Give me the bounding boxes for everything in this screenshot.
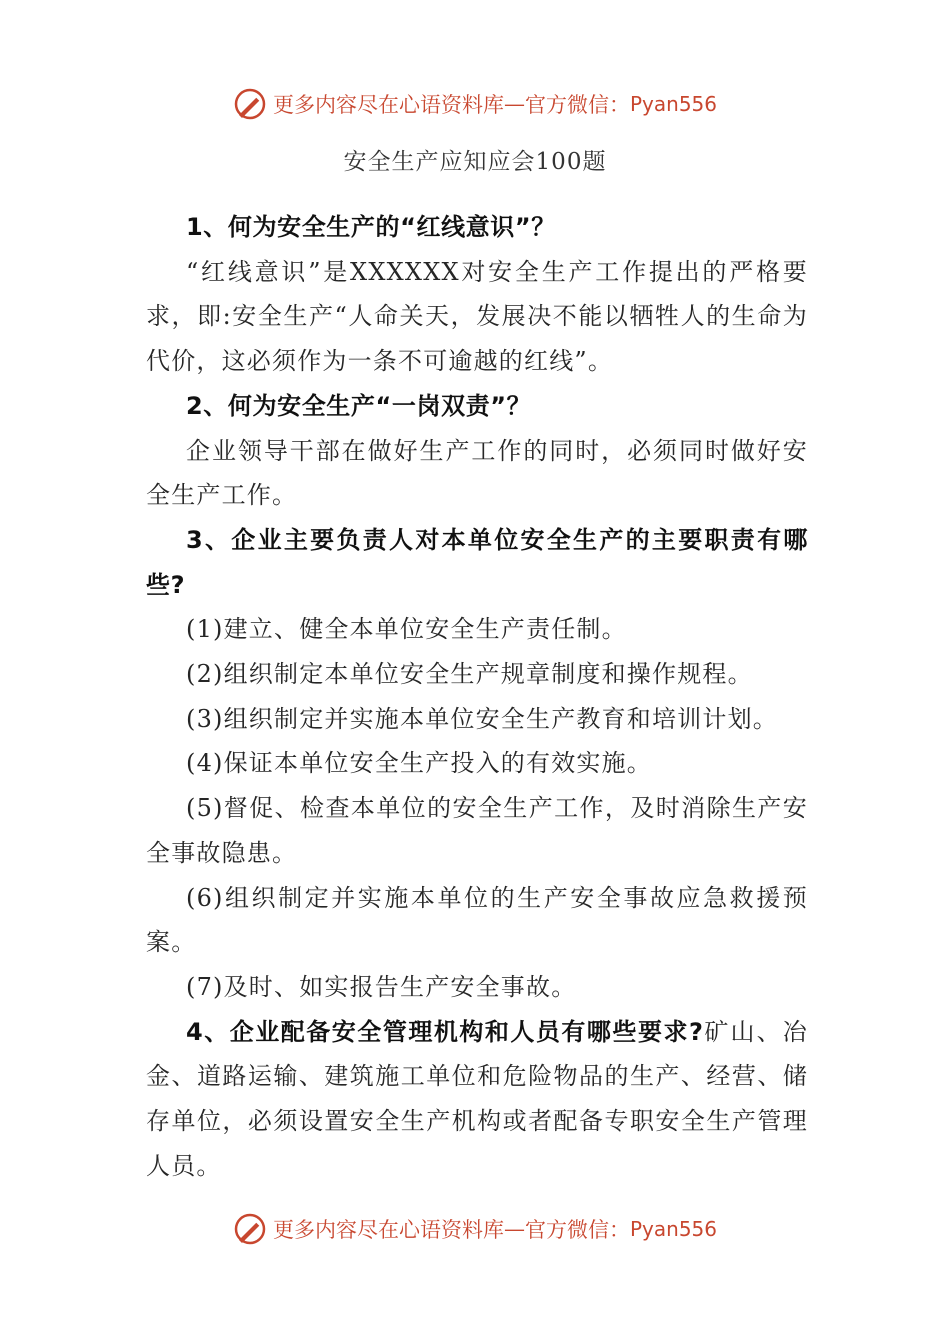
list-item: (6)组织制定并实施本单位的生产安全事故应急救援预案。	[146, 883, 808, 957]
list-item: (2)组织制定本单位安全生产规章制度和操作规程。	[186, 660, 753, 689]
document-title: 安全生产应知应会100题	[343, 149, 607, 175]
banner-wechat-label: 官方微信：	[524, 93, 630, 117]
question-2: 2、何为安全生产“一岗双责”？	[186, 391, 532, 420]
answer-2: 企业领导干部在做好生产工作的同时，必须同时做好安全生产工作。	[146, 436, 808, 510]
question-1: 1、何为安全生产的“红线意识”？	[186, 213, 556, 241]
question-3: 3、企业主要负责人对本单位安全生产的主要职责有哪些?	[146, 525, 808, 599]
banner-text: 更多内容尽在心语资料库	[272, 93, 504, 117]
list-item: (7)及时、如实报告生产安全事故。	[186, 972, 577, 1001]
question-4-paragraph	[146, 1010, 808, 1189]
header-banner	[0, 84, 950, 124]
question-4: 4、企业配备安全管理机构和人员有哪些要求?	[186, 1017, 704, 1046]
pen-logo-icon	[233, 1212, 267, 1246]
banner-dash: —	[503, 92, 525, 116]
answer-1: “红线意识”是XXXXXX对安全生产工作提出的严格要求，即:安全生产“人命关天，发展决不能以牺牲人的生命为代价，这必须作为一条不可逾越的红线”。	[146, 257, 808, 376]
pen-logo-icon	[233, 87, 267, 121]
document-body	[146, 205, 808, 1188]
answer-4: 矿山、冶金、道路运输、建筑施工单位和危险物品的生产、经营、储存单位，必须设置安全生产机构或者配备专职安全生产管理人员。	[146, 1017, 808, 1180]
list-item: (1)建立、健全本单位安全生产责任制。	[186, 615, 627, 644]
banner-wechat-label: 官方微信：	[524, 1218, 630, 1242]
footer-banner	[0, 1209, 950, 1249]
list-item: (4)保证本单位安全生产投入的有效实施。	[186, 749, 652, 778]
list-item: (3)组织制定并实施本单位安全生产教育和培训计划。	[186, 704, 778, 733]
banner-dash: —	[503, 1217, 525, 1241]
banner-wechat-id: Pyan556	[629, 92, 717, 116]
banner-wechat-id: Pyan556	[629, 1217, 717, 1241]
list-item: (5)督促、检查本单位的安全生产工作，及时消除生产安全事故隐患。	[146, 794, 808, 867]
banner-text: 更多内容尽在心语资料库	[272, 1218, 504, 1242]
